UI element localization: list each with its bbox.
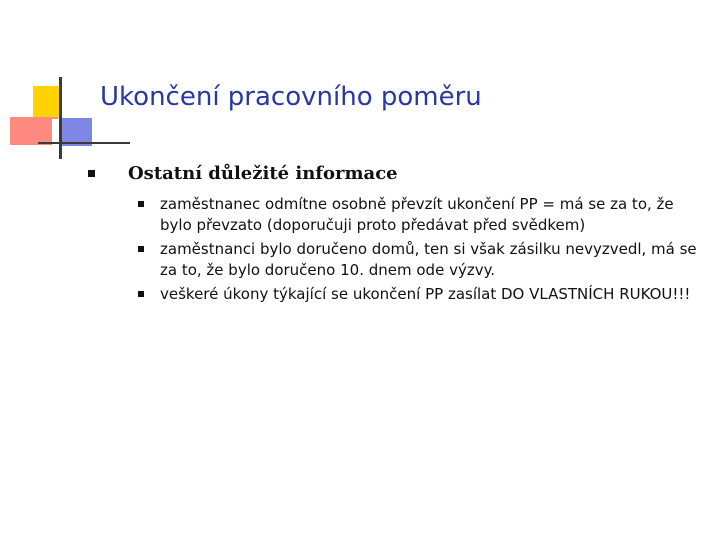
corner-logo-graphic	[0, 0, 110, 170]
logo-horizontal-line	[38, 142, 130, 144]
slide-title: Ukončení pracovního poměru	[100, 82, 482, 112]
logo-red-line	[10, 117, 58, 119]
list-item-text: veškeré úkony týkající se ukončení PP zasílat DO VLASTNÍCH RUKOU!!!	[160, 285, 691, 303]
list-item	[160, 194, 705, 236]
logo-vertical-line	[59, 77, 62, 159]
level1-bullet-icon	[88, 170, 95, 177]
level2-bullet-icon	[138, 246, 144, 252]
logo-yellow-square	[33, 86, 59, 118]
section-heading: Ostatní důležité informace	[128, 163, 398, 184]
list-item	[160, 239, 705, 281]
list-item-text: zaměstnanec odmítne osobně převzít ukončení PP = má se za to, že bylo převzato (doporučuji proto předávat před svědkem)	[160, 195, 674, 234]
logo-red-square	[10, 117, 52, 145]
list-item-text: zaměstnanci bylo doručeno domů, ten si však zásilku nevyzvedl, má se za to, že bylo doručeno 10. dnem ode výzvy.	[160, 240, 697, 279]
level2-bullet-icon	[138, 291, 144, 297]
list-item	[160, 284, 705, 305]
info-list	[160, 194, 705, 308]
level2-bullet-icon	[138, 201, 144, 207]
section	[128, 163, 688, 185]
